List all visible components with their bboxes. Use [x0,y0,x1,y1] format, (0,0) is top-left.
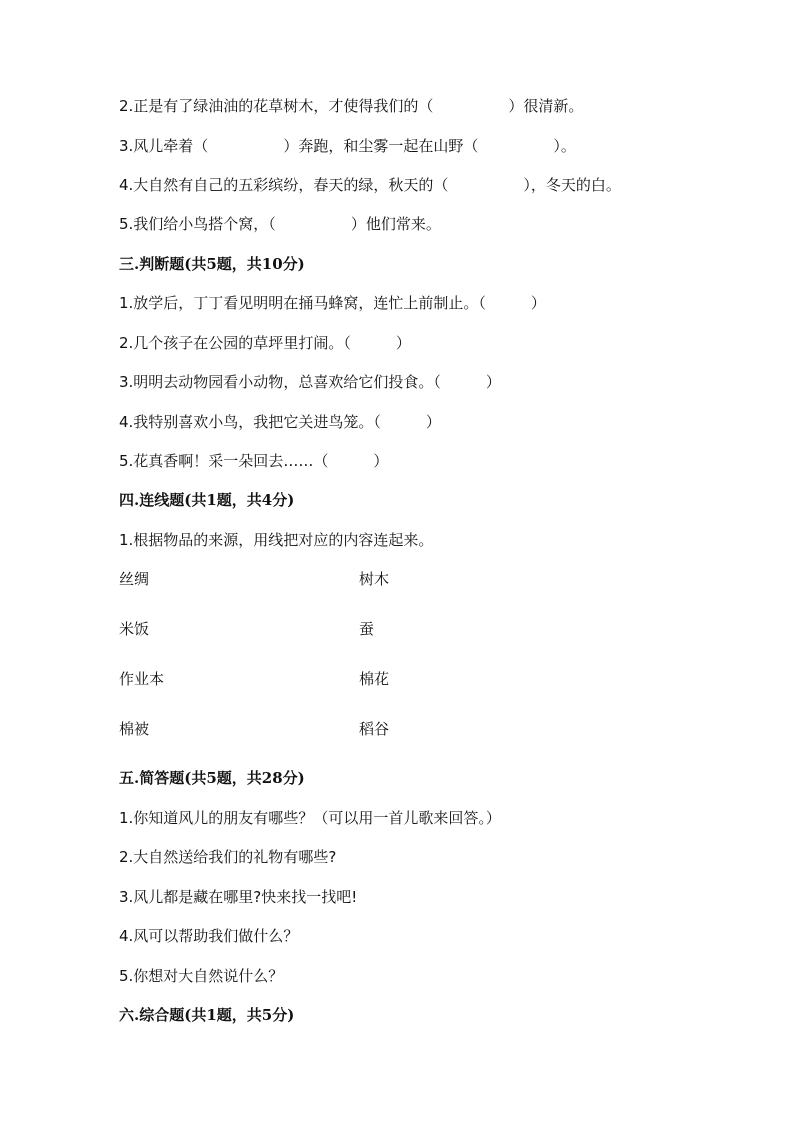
judge-item-3: 3.明明去动物园看小动物，总喜欢给它们投食。（ ） [119,373,501,391]
matching-instruction: 1.根据物品的来源，用线把对应的内容连起来。 [119,531,434,549]
matching-left-item: 棉被 [119,720,150,738]
comprehensive-heading: 六.综合题(共1题，共5分) [119,1006,295,1024]
fill-blank-item-5: 5.我们给小鸟搭个窝，（ ）他们常来。 [119,215,441,233]
short-answer-item-4: 4.风可以帮助我们做什么？ [119,927,299,945]
judge-item-2: 2.几个孩子在公园的草坪里打闹。（ ） [119,334,411,352]
matching-left-item: 米饭 [119,620,150,638]
short-answer-item-1: 1.你知道风儿的朋友有哪些？（可以用一首儿歌来回答。） [119,809,501,827]
matching-left-item: 丝绸 [119,570,150,588]
short-answer-item-3: 3.风儿都是藏在哪里?快来找一找吧! [119,888,358,906]
judge-item-4: 4.我特别喜欢小鸟，我把它关进鸟笼。（ ） [119,413,441,431]
matching-left-item: 作业本 [119,670,165,688]
judge-item-1: 1.放学后，丁丁看见明明在捅马蜂窝，连忙上前制止。（ ） [119,294,546,312]
matching-right-item: 稻谷 [359,720,390,738]
short-answer-heading: 五.简答题(共5题，共28分) [119,769,305,787]
short-answer-item-2: 2.大自然送给我们的礼物有哪些? [119,848,337,866]
matching-right-item: 棉花 [359,670,390,688]
fill-blank-item-3: 3.风儿牵着（ ）奔跑，和尘雾一起在山野（ ）。 [119,137,576,155]
short-answer-item-5: 5.你想对大自然说什么？ [119,967,284,985]
judge-heading: 三.判断题(共5题，共10分) [119,255,305,273]
matching-right-item: 蚕 [359,620,375,638]
fill-blank-item-4: 4.大自然有自己的五彩缤纷，春天的绿，秋天的（ ），冬天的白。 [119,176,621,194]
fill-blank-item-2: 2.正是有了绿油油的花草树木，才使得我们的（ ）很清新。 [119,97,584,115]
judge-item-5: 5.花真香啊！采一朵回去……（ ） [119,452,389,470]
matching-heading: 四.连线题(共1题，共4分) [119,491,295,509]
matching-right-item: 树木 [359,570,390,588]
